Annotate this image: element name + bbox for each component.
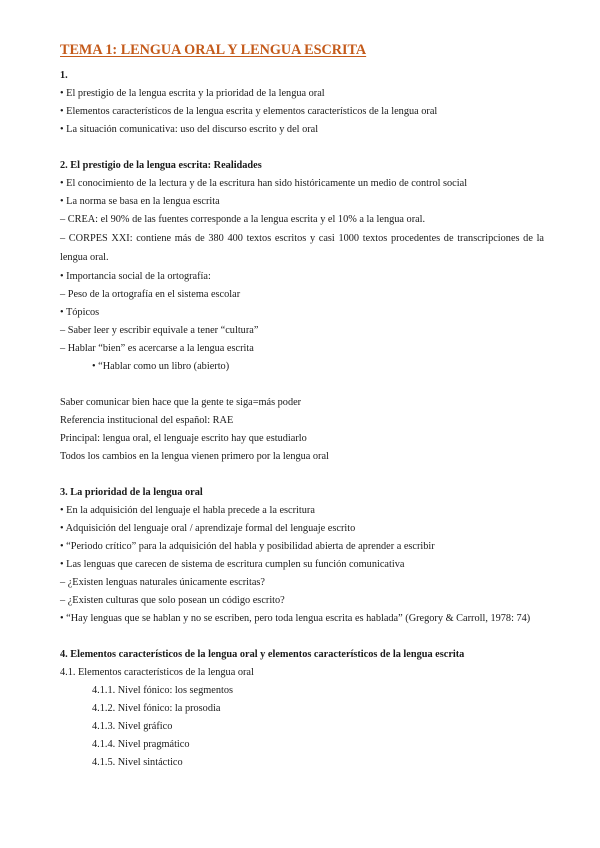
section-3-line: • “Periodo crítico” para la adquisición del habla y posibilidad abierta de aprender a escribir xyxy=(60,541,435,552)
section-2-note: Principal: lengua oral, el lenguaje escrito hay que estudiarlo xyxy=(60,433,307,444)
section-1-number: 1. xyxy=(60,70,68,81)
section-2-line: • Importancia social de la ortografía: xyxy=(60,271,211,282)
section-4-heading: 4. Elementos característicos de la lengua oral y elementos característicos de la lengua escrita xyxy=(60,649,465,660)
section-1-item: • La situación comunicativa: uso del discurso escrito y del oral xyxy=(60,124,319,135)
section-4-subitem: 4.1.3. Nivel gráfico xyxy=(92,721,173,732)
section-2-line: • La norma se basa en la lengua escrita xyxy=(60,196,220,207)
section-3-heading: 3. La prioridad de la lengua oral xyxy=(60,487,203,498)
section-2-note: Saber comunicar bien hace que la gente te siga=más poder xyxy=(60,397,302,408)
section-1-item: • El prestigio de la lengua escrita y la prioridad de la lengua oral xyxy=(60,88,325,99)
section-3-line: • Adquisición del lenguaje oral / aprendizaje formal del lenguaje escrito xyxy=(60,523,356,534)
section-2-note: Todos los cambios en la lengua vienen primero por la lengua oral xyxy=(60,451,329,462)
section-1-item: • Elementos característicos de la lengua escrita y elementos característicos de la lengua oral xyxy=(60,106,438,117)
section-2-line: – Hablar “bien” es acercarse a la lengua escrita xyxy=(60,343,254,354)
section-4-subitem: 4.1.1. Nivel fónico: los segmentos xyxy=(92,685,233,696)
section-3-line: • En la adquisición del lenguaje el habla precede a la escritura xyxy=(60,505,315,516)
section-4-subheading: 4.1. Elementos característicos de la lengua oral xyxy=(60,667,254,678)
section-2-subline: • “Hablar como un libro (abierto) xyxy=(92,361,230,372)
section-4-subitem: 4.1.5. Nivel sintáctico xyxy=(92,757,183,768)
section-2-line: • El conocimiento de la lectura y de la escritura han sido históricamente un medio de control social xyxy=(60,178,468,189)
section-3-line: – ¿Existen lenguas naturales únicamente escritas? xyxy=(60,577,265,588)
section-2-line: • Tópicos xyxy=(60,307,100,318)
section-4-subitem: 4.1.4. Nivel pragmático xyxy=(92,739,190,750)
section-3-line: – ¿Existen culturas que solo posean un código escrito? xyxy=(60,595,285,606)
section-2-line: – Peso de la ortografía en el sistema escolar xyxy=(60,289,241,300)
section-3-line: • Las lenguas que carecen de sistema de escritura cumplen su función comunicativa xyxy=(60,559,405,570)
section-2-line: – Saber leer y escribir equivale a tener “cultura” xyxy=(60,325,259,336)
section-3-line: • “Hay lenguas que se hablan y no se escriben, pero toda lengua escrita es hablada” (Gregory & Carroll, 1978: 74) xyxy=(60,613,531,624)
section-2-line: – CORPES XXI: contiene más de 380 400 textos escritos y casi 1000 textos procedentes de transcripciones de la lengua oral. xyxy=(60,233,544,263)
section-2-note: Referencia institucional del español: RAE xyxy=(60,415,234,426)
document-title: TEMA 1: LENGUA ORAL Y LENGUA ESCRITA xyxy=(60,42,367,58)
section-2-heading: 2. El prestigio de la lengua escrita: Realidades xyxy=(60,160,262,171)
section-4-subitem: 4.1.2. Nivel fónico: la prosodia xyxy=(92,703,221,714)
section-2-line: – CREA: el 90% de las fuentes corresponde a la lengua escrita y el 10% a la lengua oral. xyxy=(60,214,426,225)
